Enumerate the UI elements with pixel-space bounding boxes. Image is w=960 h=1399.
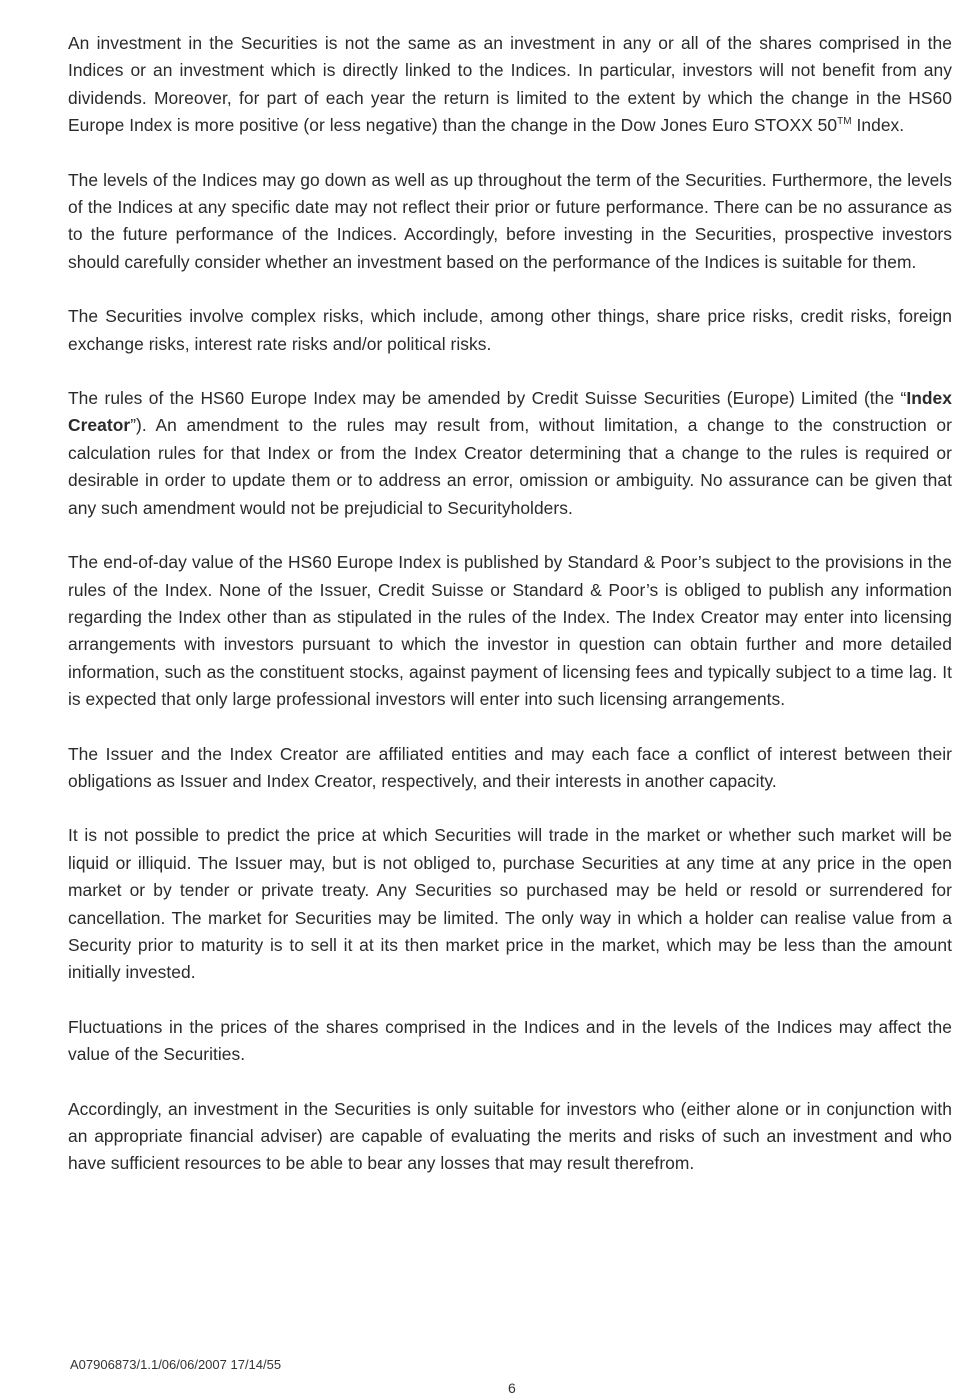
page-number: 6 <box>508 1380 516 1396</box>
paragraph-text: An investment in the Securities is not the same as an investment in any or all of the shares comprised in the Indices or an investment which is directly linked to the Indices. In particular, investors will not benefit from any dividends. Moreover, for part of each year the return is limited to the extent by which the change in the HS60 Europe Index is more positive (or less negative) than the change in the Dow Jones Euro STOXX 50 <box>68 33 952 136</box>
trademark-superscript: TM <box>837 116 852 128</box>
paragraph-text: ”). An amendment to the rules may result from, without limitation, a change to the construction or calculation rules for that Index or from the Index Creator determining that a change to the rules is required or desirable in order to update them or to address an error, omission or ambiguity. No assurance can be given that any such amendment would not be prejudicial to Securityholders. <box>68 415 952 518</box>
paragraph-index-levels: The levels of the Indices may go down as well as up throughout the term of the Securities. Furthermore, the levels of the Indices at any specific date may not reflect their prior or future performance. There can be no assurance as to the future performance of the Indices. Accordingly, before investing in the Securities, prospective investors should carefully consider whether an investment based on the performance of the Indices is suitable for them. <box>68 169 952 272</box>
paragraph-text: The rules of the HS60 Europe Index may be amended by Credit Suisse Securities (Europe) Limited (the “ <box>68 388 907 409</box>
paragraph-index-publication: The end-of-day value of the HS60 Europe Index is published by Standard & Poor’s subject to the provisions in the rules of the Index. None of the Issuer, Credit Suisse or Standard & Poor’s is obliged to publish any information regarding the Index other than as stipulated in the rules of the Index. The Index Creator may enter into licensing arrangements with investors pursuant to which the investor in question can obtain further and more detailed information, such as the constituent stocks, against payment of licensing fees and typically subject to a time lag. It is expected that only large professional investors will enter into such licensing arrangements. <box>68 552 952 710</box>
paragraph-complex-risks: The Securities involve complex risks, which include, among other things, share price risks, credit risks, foreign exchange risks, interest rate risks and/or political risks. <box>68 306 952 354</box>
paragraph-investment-nature <box>68 30 952 140</box>
document-body <box>68 30 952 1205</box>
paragraph-index-rules <box>68 385 952 522</box>
paragraph-text: Index. <box>851 115 905 136</box>
paragraph-suitability: Accordingly, an investment in the Securities is only suitable for investors who (either alone or in conjunction with an appropriate financial adviser) are capable of evaluating the merits and risks of such an investment and who have sufficient resources to be able to bear any losses that may result therefrom. <box>68 1098 952 1174</box>
paragraph-market-liquidity: It is not possible to predict the price at which Securities will trade in the market or whether such market will be liquid or illiquid. The Issuer may, but is not obliged to, purchase Securities at any time at any price in the open market or by tender or private treaty. Any Securities so purchased may be held or resold or surrendered for cancellation. The market for Securities may be limited. The only way in which a holder can realise value from a Security prior to maturity is to sell it at its then market price in the market, which may be less than the amount initially invested. <box>68 825 952 983</box>
paragraph-fluctuations: Fluctuations in the prices of the shares comprised in the Indices and in the levels of the Indices may affect the value of the Securities. <box>68 1016 952 1065</box>
document-reference: A07906873/1.1/06/06/2007 17/14/55 <box>70 1357 282 1372</box>
paragraph-conflict-of-interest: The Issuer and the Index Creator are affiliated entities and may each face a conflict of interest between their obligations as Issuer and Index Creator, respectively, and their interests in another capacity. <box>68 743 952 791</box>
defined-term-index-creator: Index Creator <box>68 388 952 436</box>
